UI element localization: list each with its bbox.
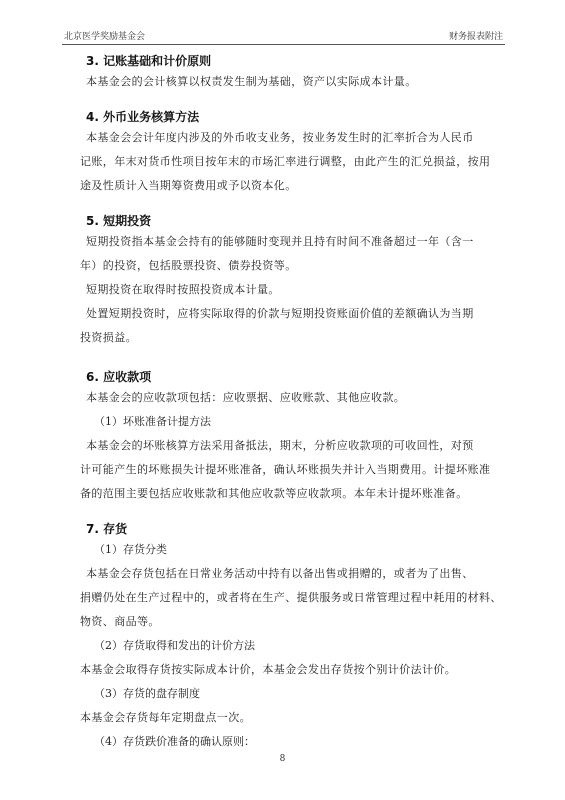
section-5-line-1: 短期投资指本基金会持有的能够随时变现并且持有时间不准备超过一年（含一 [86,235,474,248]
section-5-line-2: 年）的投资，包括股票投资、债券投资等。 [80,259,297,272]
section-7-title: 7. 存货 [86,522,128,536]
section-4-line-1: 本基金会会计年度内涉及的外币收支业务，按业务发生时的汇率折合为人民币 [86,131,474,144]
section-6-line-4: 备的范围主要包括应收账款和其他应收款等应收款项。本年未计提坏账准备。 [80,487,468,500]
section-5-line-5: 投资损益。 [80,331,137,344]
section-7-subheading-4: （4）存货跌价准备的确认原则： [94,735,255,748]
section-6-line-2: 本基金会的坏账核算方法采用备抵法，期末，分析应收款项的可收回性，对预 [86,439,474,452]
section-3-title: 3. 记账基础和计价原则 [86,54,212,68]
header-section-title: 财务报表附注 [448,32,503,42]
section-5-line-3: 短期投资在取得时按照投资成本计量。 [86,283,280,296]
page-header [62,26,505,45]
section-7-subheading-1: （1）存货分类 [94,543,167,556]
section-6-line-3: 计可能产生的坏账损失计提坏账准备，确认坏账损失并计入当期费用。计提坏账准 [80,463,491,476]
section-6-title: 6. 应收款项 [86,370,152,384]
section-4-line-2: 记账，年末对货币性项目按年末的市场汇率进行调整，由此产生的汇兑损益，按用 [80,155,491,168]
section-7-line-5: 本基金会存货每年定期盘点一次。 [80,711,251,724]
section-5-line-4: 处置短期投资时，应将实际取得的价款与短期投资账面价值的差额确认为当期 [86,307,474,320]
page-content [80,52,505,754]
section-7-line-4: 本基金会取得存货按实际成本计价，本基金会发出存货按个别计价法计价。 [80,663,457,676]
section-7-subheading-3: （3）存货的盘存制度 [94,687,200,700]
section-4-title: 4. 外币业务核算方法 [86,110,200,124]
section-4-line-3: 途及性质计入当期筹资费用或予以资本化。 [80,179,297,192]
section-7-subheading-2: （2）存货取得和发出的计价方法 [94,639,255,652]
section-7-line-3: 物资、商品等。 [80,615,160,628]
section-6-subheading-1: （1）坏账准备计提方法 [94,415,211,428]
section-7-line-1: 本基金会存货包括在日常业务活动中持有以备出售或捐赠的，或者为了出售、 [86,567,474,580]
section-7-line-2: 捐赠仍处在生产过程中的，或者将在生产、提供服务或日常管理过程中耗用的材料、 [80,591,502,604]
page-number: 8 [279,754,286,764]
section-6-line-1: 本基金会的应收款项包括：应收票据、应收账款、其他应收款。 [86,391,406,404]
header-organization: 北京医学奖励基金会 [64,32,146,42]
section-3-paragraph: 本基金会的会计核算以权责发生制为基础，资产以实际成本计量。 [86,75,417,88]
section-5-title: 5. 短期投资 [86,214,152,228]
